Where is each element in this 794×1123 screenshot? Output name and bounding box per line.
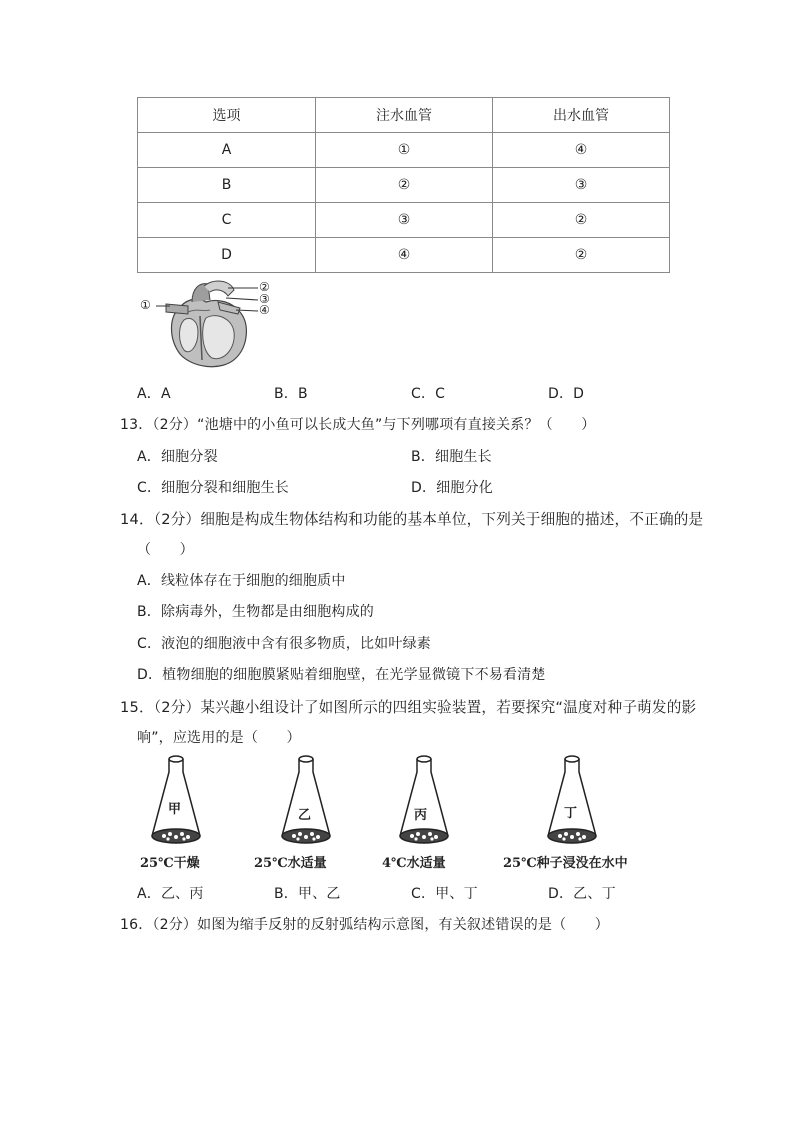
table-cell: A [138, 133, 316, 168]
q13-option-c: C．细胞分裂和细胞生长 [137, 480, 289, 496]
heart-figure [140, 276, 280, 372]
flask [278, 752, 334, 852]
q15-option-b: B．甲、乙 [274, 886, 341, 902]
q13-stem: 13．（2分）“池塘中的小鱼可以长成大鱼”与下列哪项有直接关系？（ ） [120, 417, 596, 433]
table-row [138, 168, 670, 203]
flask [544, 752, 600, 852]
table-row [138, 238, 670, 273]
q12-option-d: D．D [548, 386, 585, 402]
table-row [138, 203, 670, 238]
heart-marker: ① [140, 298, 151, 312]
table-cell: ④ [316, 238, 493, 273]
table-cell: B [138, 168, 316, 203]
table-header-row [138, 98, 670, 133]
conical-flask-icon [396, 752, 452, 848]
table-cell: ② [316, 168, 493, 203]
table-cell: ① [316, 133, 493, 168]
q13-option-a: A．细胞分裂 [137, 449, 218, 465]
table-cell: ④ [493, 133, 670, 168]
table-header-cell: 出水血管 [493, 98, 670, 133]
table-cell: D [138, 238, 316, 273]
flask [148, 752, 204, 852]
q14-stem-cont: （ ） [137, 542, 194, 558]
table-cell: C [138, 203, 316, 238]
q15-stem-cont: 响”，应选用的是（ ） [137, 730, 301, 746]
flask-mark: 乙 [298, 808, 312, 823]
table-cell: ② [493, 203, 670, 238]
conical-flask-icon [544, 752, 600, 848]
heart-marker: ③ [259, 292, 270, 306]
flask-caption: 4℃水适量 [382, 856, 446, 871]
options-table [137, 97, 670, 273]
conical-flask-icon [278, 752, 334, 848]
q16-stem: 16．（2分）如图为缩手反射的反射弧结构示意图，有关叙述错误的是（ ） [120, 917, 609, 933]
q15-option-a: A．乙、丙 [137, 886, 204, 902]
heart-marker: ② [259, 280, 270, 294]
flask-figure [0, 752, 794, 872]
q13-option-b: B．细胞生长 [411, 449, 492, 465]
q14-option-d: D．植物细胞的细胞膜紧贴着细胞壁，在光学显微镜下不易看清楚 [137, 667, 546, 683]
table-header-cell: 选项 [138, 98, 316, 133]
q14-option-a: A．线粒体存在于细胞的细胞质中 [137, 573, 346, 589]
table-row [138, 133, 670, 168]
q12-option-c: C．C [411, 386, 446, 402]
flask-caption: 25℃水适量 [254, 856, 327, 871]
table-cell: ② [493, 238, 670, 273]
q14-option-c: C．液泡的细胞液中含有很多物质，比如叶绿素 [137, 636, 431, 652]
q12-option-b: B．B [274, 386, 308, 402]
q15-option-c: C．甲、丁 [411, 886, 478, 902]
flask-mark: 丙 [414, 808, 428, 823]
heart-marker: ④ [259, 303, 270, 317]
q15-stem: 15．（2分）某兴趣小组设计了如图所示的四组实验装置，若要探究“温度对种子萌发的影 [120, 699, 697, 716]
flask-caption: 25℃干燥 [140, 856, 200, 871]
flask-mark: 丁 [564, 806, 578, 821]
q12-option-a: A．A [137, 386, 171, 402]
flask-mark: 甲 [168, 802, 182, 817]
table-header-cell: 注水血管 [316, 98, 493, 133]
q14-stem: 14．（2分）细胞是构成生物体结构和功能的基本单位，下列关于细胞的描述，不正确的是 [120, 511, 704, 528]
q15-option-d: D．乙、丁 [548, 886, 616, 902]
q13-option-d: D．细胞分化 [411, 480, 493, 496]
q14-option-b: B．除病毒外，生物都是由细胞构成的 [137, 604, 375, 620]
flask-caption: 25℃种子浸没在水中 [503, 856, 628, 871]
table-cell: ③ [493, 168, 670, 203]
flask [396, 752, 452, 852]
table-cell: ③ [316, 203, 493, 238]
